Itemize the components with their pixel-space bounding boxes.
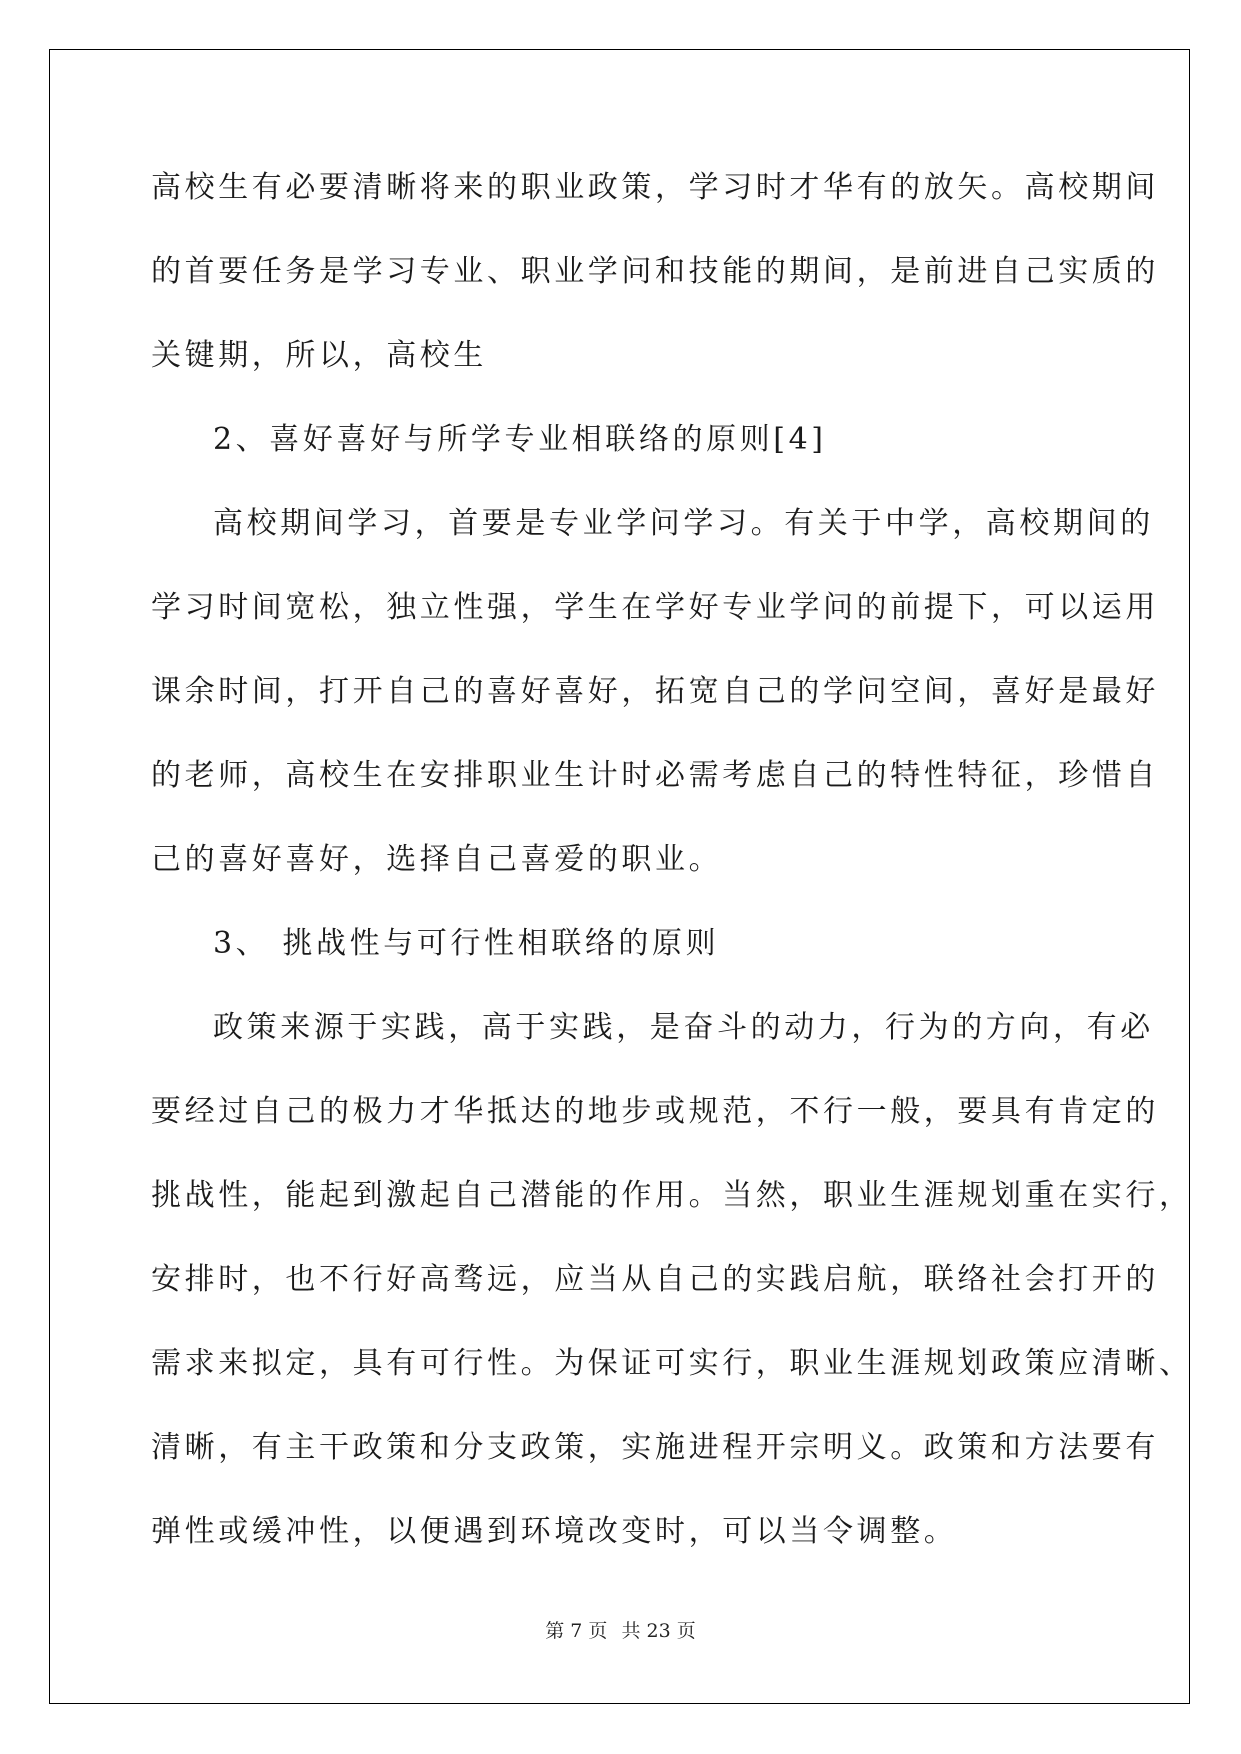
- text-line: 高校期间学习，首要是专业学问学习。有关于中学，高校期间的: [213, 506, 1154, 541]
- text-line: 学习时间宽松，独立性强，学生在学好专业学问的前提下，可以运用: [151, 590, 1159, 625]
- section-heading: 3、 挑战性与可行性相联络的原则: [213, 926, 720, 961]
- text-line: 弹性或缓冲性，以便遇到环境改变时，可以当令调整。: [151, 1514, 958, 1549]
- page-total: 共 23 页: [621, 1620, 696, 1642]
- text-line: 高校生有必要清晰将来的职业政策，学习时才华有的放矢。高校期间: [151, 170, 1159, 205]
- text-line: 关键期，所以，高校生: [151, 338, 487, 373]
- text-line: 清晰，有主干政策和分支政策，实施进程开宗明义。政策和方法要有: [151, 1430, 1159, 1465]
- text-line: 安排时，也不行好高骛远，应当从自己的实践启航，联络社会打开的: [151, 1262, 1159, 1297]
- section-heading: 2、喜好喜好与所学专业相联络的原则[4]: [213, 422, 827, 457]
- text-line: 的首要任务是学习专业、职业学问和技能的期间，是前进自己实质的: [151, 254, 1159, 289]
- text-line: 己的喜好喜好，选择自己喜爱的职业。: [151, 842, 723, 877]
- text-line: 的老师，高校生在安排职业生计时必需考虑自己的特性特征，珍惜自: [151, 758, 1159, 793]
- page-number: 第 7 页: [545, 1620, 608, 1642]
- text-line: 政策来源于实践，高于实践，是奋斗的动力，行为的方向，有必: [213, 1010, 1154, 1045]
- page-footer: [0, 1616, 1241, 1643]
- text-line: 挑战性，能起到激起自己潜能的作用。当然，职业生涯规划重在实行，: [151, 1178, 1193, 1213]
- document-body: [151, 160, 1193, 1588]
- text-line: 要经过自己的极力才华抵达的地步或规范，不行一般，要具有肯定的: [151, 1094, 1159, 1129]
- text-line: 课余时间，打开自己的喜好喜好，拓宽自己的学问空间，喜好是最好: [151, 674, 1159, 709]
- text-line: 需求来拟定，具有可行性。为保证可实行，职业生涯规划政策应清晰、: [151, 1346, 1193, 1381]
